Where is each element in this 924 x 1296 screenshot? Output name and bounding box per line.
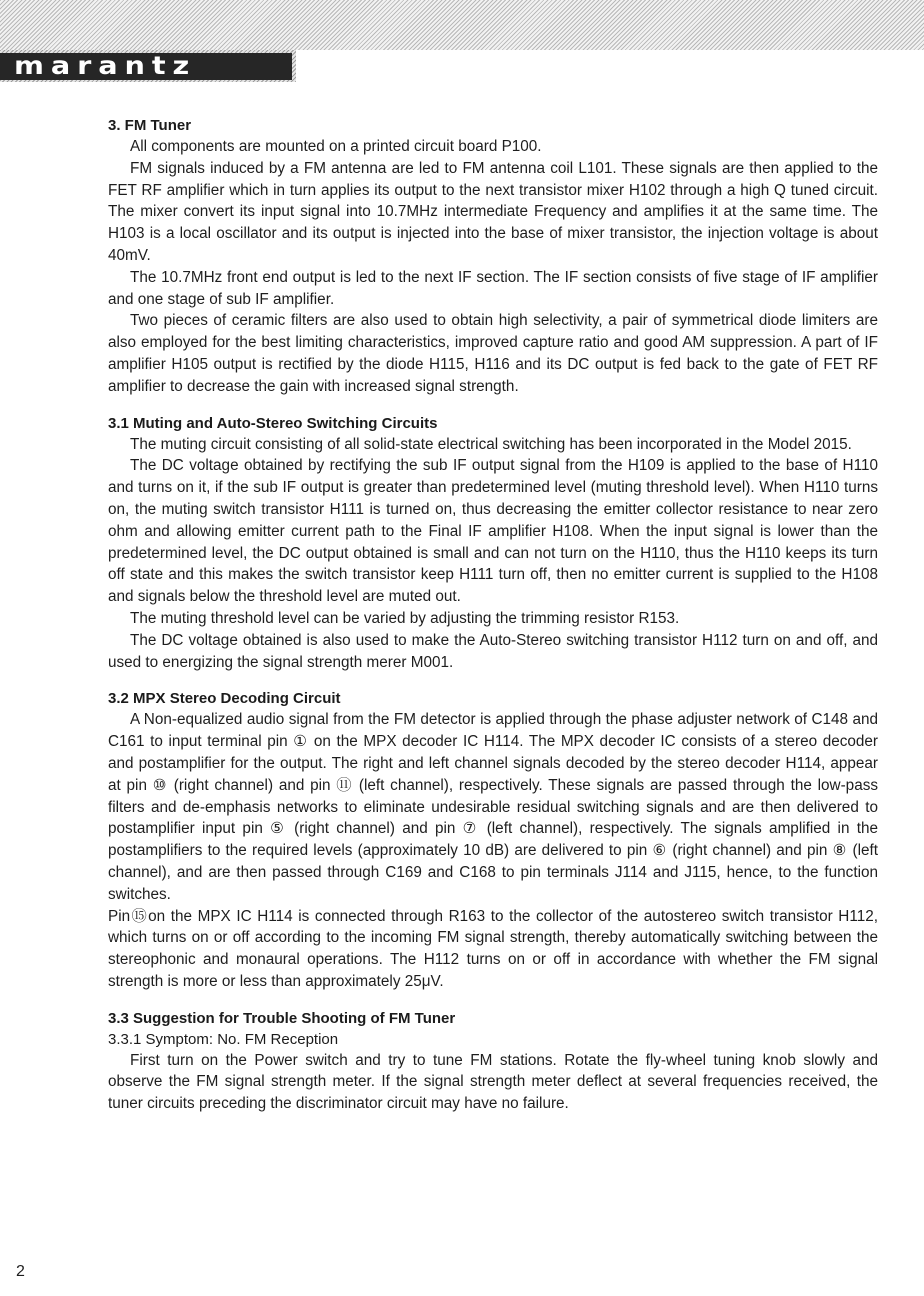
paragraph: First turn on the Power switch and try to tune FM stations. Rotate the fly-wheel tuning knob slowly and observe the FM signal strength meter. If the signal strength meter deflect at several frequencies received, the tuner circuits preceding the discriminator circuit may have no failure. bbox=[108, 1051, 878, 1113]
paragraph: The muting circuit consisting of all solid-state electrical switching has been incorporated in the Model 2015. bbox=[130, 435, 852, 453]
header-hatch-band bbox=[0, 0, 924, 50]
section-muting-auto-stereo bbox=[108, 414, 878, 674]
paragraph: The 10.7MHz front end output is led to the next IF section. The IF section consists of five stage of IF amplifier and one stage of sub IF amplifier. bbox=[108, 268, 878, 308]
brand-logo-text: marantz bbox=[14, 53, 197, 80]
section-heading: 3.2 MPX Stereo Decoding Circuit bbox=[108, 690, 341, 708]
section-heading: 3. FM Tuner bbox=[108, 117, 192, 134]
paragraph: The DC voltage obtained is also used to make the Auto-Stereo switching transistor H112 turn on and off, and used to energizing the signal strength merer M001. bbox=[108, 631, 878, 671]
section-mpx-stereo-decoding bbox=[108, 689, 878, 992]
section-heading: 3.3 Suggestion for Trouble Shooting of FM Tuner bbox=[108, 1009, 456, 1027]
section-fm-tuner bbox=[108, 116, 878, 398]
section-trouble-shooting bbox=[108, 1009, 878, 1115]
page-content bbox=[108, 116, 878, 1131]
paragraph: The DC voltage obtained by rectifying the sub IF output signal from the H109 is applied to the base of H110 and turns on it, if the sub IF output is greater than predetermined level (muting threshold level). When H110 turns on, the muting switch transistor H111 is turned on, thus decreasing the emitter collector resistance to near zero ohm and allowing emitter current path to the Final IF amplifier H108. When the input signal is lower than the predetermined level, the DC output obtained is small and can not turn on the H110, thus the H110 keeps its turn off state and this makes the switch transistor keep H111 turn off, then no emitter current is supplied to the H108 and signals below the threshold level are muted out. bbox=[108, 457, 878, 606]
page-number: 2 bbox=[16, 1263, 25, 1280]
paragraph: All components are mounted on a printed circuit board P100. bbox=[130, 138, 542, 155]
paragraph: A Non-equalized audio signal from the FM detector is applied through the phase adjuster network of C148 and C161 to input terminal pin ① on the MPX decoder IC H114. The MPX decoder IC consists of a stereo decoder and postamplifier for the output. The right and left channel signals decoded by the stereo decoder H114, appear at pin ⑩ (right channel) and pin ⑪ (left channel), respectively. These signals are passed through the low-pass filters and de-emphasis networks to eliminate undesirable residual switching signals and are then delivered to postamplifier input pin ⑤ (right channel) and pin ⑦ (left channel), respectively. The signals amplified in the postamplifiers to the required levels (approximately 10 dB) are delivered to pin ⑥ (right channel) and pin ⑧ (left channel), and are then passed through C169 and C168 to pin terminals J114 and J115, hence, to the function switches. bbox=[108, 711, 878, 903]
paragraph: FM signals induced by a FM antenna are led to FM antenna coil L101. These signals are then applied to the FET RF amplifier which in turn applies its output to the next transistor mixer H102 through a high Q tuned circuit. The mixer convert its input signal into 10.7MHz intermediate Frequency and amplifies it at the same time. The H103 is a local oscillator and its output is injected into the base of mixer transistor, the injection voltage is about 40mV. bbox=[108, 159, 878, 264]
brand-logo bbox=[0, 53, 292, 80]
paragraph: Pin⑮on the MPX IC H114 is connected through R163 to the collector of the autostereo switch transistor H112, which turns on or off according to the incoming FM signal strength, thereby automatically switching between the stereophonic and monaural operations. The H112 turns on or off in accordance with whether the FM signal strength is more or less than approximately 25μV. bbox=[108, 907, 878, 990]
section-heading: 3.1 Muting and Auto-Stereo Switching Circuits bbox=[108, 414, 438, 432]
paragraph: Two pieces of ceramic filters are also used to obtain high selectivity, a pair of symmetrical diode limiters are also employed for the best limiting characteristics, improved capture ratio and good AM suppression. A part of IF amplifier H105 output is rectified by the diode H115, H116 and its DC output is fed back to the gate of FET RF amplifier to decrease the gain with increased signal strength. bbox=[108, 312, 878, 395]
symptom-subheading: 3.3.1 Symptom: No. FM Reception bbox=[108, 1030, 339, 1048]
paragraph: The muting threshold level can be varied by adjusting the trimming resistor R153. bbox=[130, 609, 680, 627]
